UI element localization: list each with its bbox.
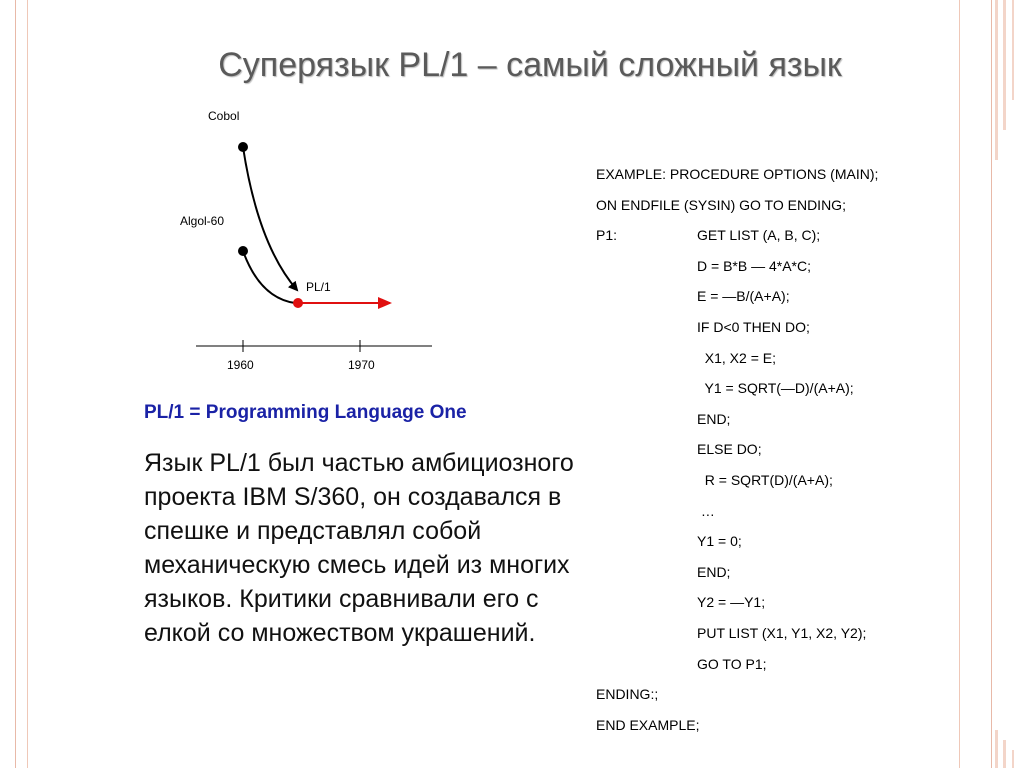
decor-stripe	[1012, 750, 1014, 768]
code-line: ELSE DO;	[697, 441, 762, 458]
decor-stripe	[995, 730, 998, 768]
code-line: EXAMPLE: PROCEDURE OPTIONS (MAIN);	[596, 166, 879, 182]
pl1-node	[293, 298, 303, 308]
cobol-label: Cobol	[208, 109, 240, 123]
code-line: PUT LIST (X1, Y1, X2, Y2);	[697, 625, 867, 641]
code-line: END;	[697, 563, 731, 580]
code-line: Y1 = 0;	[697, 533, 742, 550]
cobol-node	[238, 142, 248, 152]
code-line: E = —B/(A+A);	[697, 288, 790, 305]
slide-frame-inner	[27, 0, 960, 768]
code-line: IF D<0 THEN DO;	[697, 319, 810, 335]
decor-stripe	[1003, 740, 1006, 768]
code-line: Y1 = SQRT(—D)/(A+A);	[697, 380, 854, 397]
algol-label: Algol-60	[180, 214, 225, 228]
code-line: GET LIST (A, B, C);	[697, 227, 821, 244]
code-line: END EXAMPLE;	[596, 716, 700, 733]
body-paragraph: Язык PL/1 был частью амбициозного проекта IBM S/360, он создавался в спешке и представлял собой механическую смесь идей из многих языков. Критики сравнивали его с елкой со множеством украшений.	[144, 449, 574, 647]
code-line: …	[697, 502, 715, 519]
code-label: P1:	[596, 227, 618, 244]
decor-stripe	[1012, 0, 1014, 100]
code-line: GO TO P1;	[697, 655, 767, 672]
language-timeline-diagram	[170, 100, 450, 390]
decor-stripe	[995, 0, 998, 160]
code-line: D = B*B — 4*A*C;	[697, 257, 811, 274]
decor-stripe	[1003, 0, 1006, 130]
pl1-label: PL/1	[306, 280, 331, 294]
algol-node	[238, 246, 248, 256]
code-line: END;	[697, 410, 731, 427]
code-line: Y2 = —Y1;	[697, 594, 766, 611]
code-line: R = SQRT(D)/(A+A);	[697, 472, 833, 488]
code-line: ON ENDFILE (SYSIN) GO TO ENDING;	[596, 196, 846, 213]
slide-title: Суперязык PL/1 – самый сложный язык	[218, 46, 842, 84]
code-line: X1, X2 = E;	[697, 349, 776, 366]
tick-label-1960: 1960	[227, 358, 254, 372]
tick-label-1970: 1970	[348, 358, 375, 372]
timeline-svg	[170, 100, 450, 390]
subheading: PL/1 = Programming Language One	[144, 402, 467, 423]
code-line: ENDING:;	[596, 686, 659, 703]
